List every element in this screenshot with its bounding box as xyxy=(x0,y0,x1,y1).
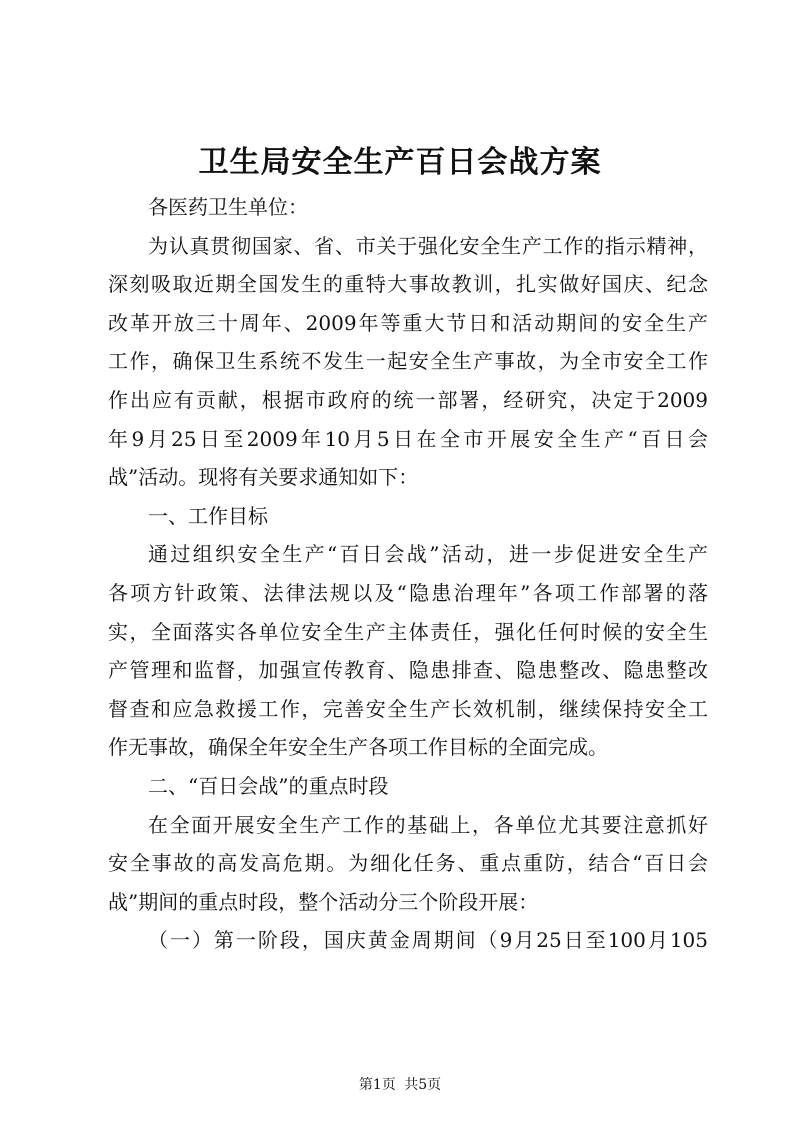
section-heading: 一、工作目标 xyxy=(148,503,268,528)
document-body xyxy=(108,188,708,960)
paragraph-line: 产管理和监督，加强宣传教育、隐患排查、隐患整改、隐患整改 xyxy=(108,658,708,683)
paragraph-line: 改革开放三十周年、2009年等重大节日和活动期间的安全生产 xyxy=(108,310,708,335)
paragraph-line: 实，全面落实各单位安全生产主体责任，强化任何时候的安全生 xyxy=(108,619,708,644)
paragraph-line: 安全事故的高发高危期。为细化任务、重点重防，结合“百日会 xyxy=(108,851,708,876)
page-footer xyxy=(0,1075,800,1095)
paragraph-line: 工作，确保卫生系统不发生一起安全生产事故，为全市安全工作 xyxy=(108,349,708,374)
paragraph-line: 年9月25日至2009年10月5日在全市开展安全生产“百日会 xyxy=(108,426,708,451)
paragraph-line: 战”期间的重点时段，整个活动分三个阶段开展： xyxy=(108,889,539,914)
paragraph-line: 各项方针政策、法律法规以及“隐患治理年”各项工作部署的落 xyxy=(108,580,708,605)
paragraph-line: 通过组织安全生产“百日会战”活动，进一步促进安全生产 xyxy=(148,542,708,567)
paragraph-line: 为认真贯彻国家、省、市关于强化安全生产工作的指示精神， xyxy=(148,233,708,258)
salutation-line: 各医药卫生单位： xyxy=(148,195,308,219)
paragraph-line: 督查和应急救援工作，完善安全生产长效机制，继续保持安全工 xyxy=(108,696,708,721)
page-title: 卫生局安全生产百日会战方案 xyxy=(198,145,602,180)
paragraph-line: 作出应有贡献，根据市政府的统一部署，经研究，决定于2009 xyxy=(108,387,708,412)
paragraph-line: 在全面开展安全生产工作的基础上，各单位尤其要注意抓好 xyxy=(148,812,708,837)
paragraph-line: 战”活动。现将有关要求通知如下： xyxy=(108,465,419,490)
page-number: 第1页 xyxy=(358,1077,396,1093)
paragraph-line: 深刻吸取近期全国发生的重特大事故教训，扎实做好国庆、纪念 xyxy=(108,272,708,297)
page-total: 共5页 xyxy=(404,1077,442,1093)
paragraph-line: （一）第一阶段，国庆黄金周期间（9月25日至100月105 xyxy=(148,928,708,953)
paragraph-line: 作无事故，确保全年安全生产各项工作目标的全面完成。 xyxy=(108,735,608,760)
section-heading: 二、“百日会战”的重点时段 xyxy=(148,773,389,798)
